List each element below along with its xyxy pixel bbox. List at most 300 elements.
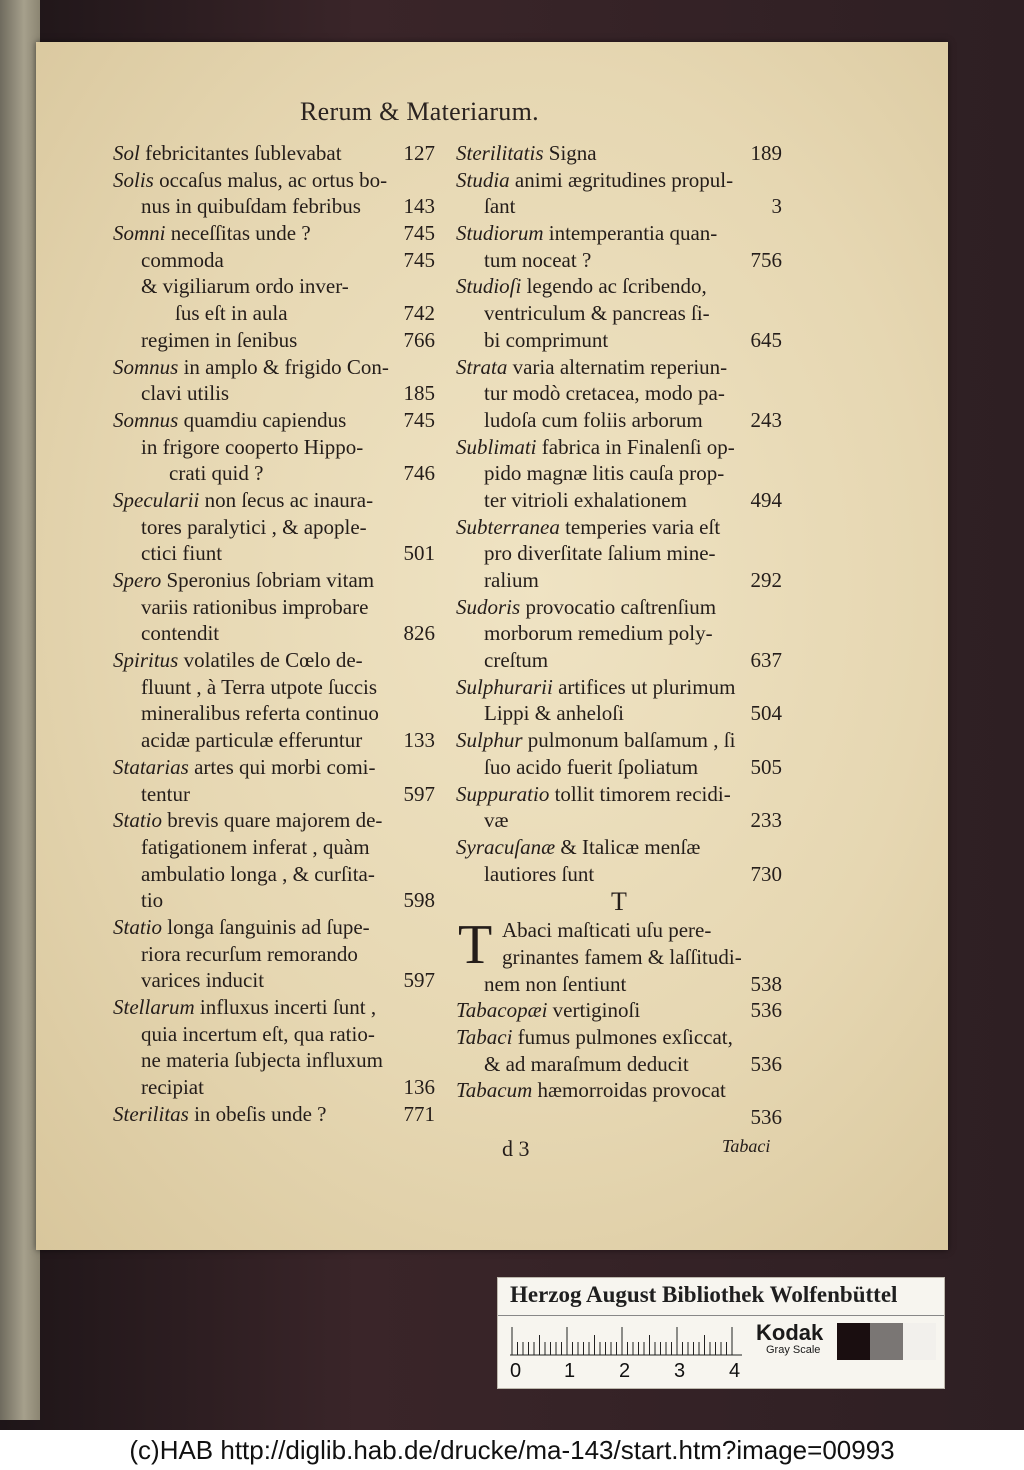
index-entry	[456, 567, 782, 594]
entry-text	[141, 594, 368, 621]
entry-body: Lippi & anheloſi	[484, 701, 624, 726]
index-entry	[456, 620, 782, 647]
index-entry	[456, 327, 782, 354]
entry-text	[484, 700, 624, 727]
entry-body: fabrica in Finalenſi op-	[536, 434, 735, 459]
index-entry	[113, 781, 435, 808]
page-number: 771	[403, 1101, 435, 1126]
entry-body: creſtum	[484, 648, 549, 673]
entry-text	[484, 540, 716, 567]
page-number: 637	[750, 648, 782, 673]
entry-headword: Syracuſanæ	[456, 834, 556, 859]
entry-headword: Specularii	[113, 487, 200, 512]
entry-body: væ	[484, 808, 509, 833]
entry-text	[141, 620, 219, 647]
gray-patch-mid	[870, 1323, 903, 1360]
entry-text	[484, 247, 591, 274]
entry-headword: Subterranea	[456, 514, 560, 539]
page-number: 133	[403, 728, 435, 753]
color-calibration-card	[497, 1277, 945, 1389]
index-entry	[113, 594, 435, 621]
entry-body: acidæ particulæ efferuntur	[141, 728, 363, 753]
index-entry	[456, 781, 782, 808]
signature-mark: d 3	[502, 1136, 530, 1161]
entry-text	[141, 1047, 383, 1074]
page-number: 766	[403, 327, 435, 352]
page-number: 745	[403, 247, 435, 272]
entry-body: animi ægritudines propul-	[509, 167, 734, 192]
entry-text	[456, 167, 733, 194]
index-entry	[456, 540, 782, 567]
index-entry	[456, 514, 782, 541]
entry-body: commoda	[141, 247, 224, 272]
index-entry	[456, 834, 782, 861]
entry-body: ter vitrioli exhalationem	[484, 487, 687, 512]
entry-text	[484, 807, 509, 834]
index-entry	[456, 460, 782, 487]
entry-text	[456, 727, 735, 754]
index-entry	[456, 1024, 782, 1051]
dropcap-block	[456, 914, 782, 977]
entry-body: ludoſa cum foliis arborum	[484, 407, 703, 432]
entry-text	[141, 193, 361, 220]
entry-body: neceſſitas unde ?	[165, 221, 311, 246]
entry-text	[141, 941, 358, 968]
entry-text	[113, 994, 376, 1021]
entry-headword: Statio	[113, 808, 163, 833]
library-name: Herzog August Bibliothek Wolfenbüttel	[510, 1282, 898, 1307]
entry-text	[141, 514, 367, 541]
index-entry	[456, 354, 782, 381]
gray-patch-black	[837, 1323, 870, 1360]
entry-text	[113, 914, 370, 941]
entry-body: Abaci maſticati uſu pere-	[502, 918, 712, 943]
index-entry	[456, 247, 782, 274]
entry-body: vertiginoſi	[547, 998, 641, 1023]
entry-body: crati quid ?	[169, 461, 264, 486]
page-number: 536	[750, 1051, 782, 1076]
page-number: 826	[403, 621, 435, 646]
entry-text	[141, 967, 264, 994]
index-entry	[456, 1051, 782, 1078]
index-entry	[113, 647, 435, 674]
gray-patch-white	[903, 1323, 936, 1360]
index-entry	[456, 1077, 782, 1104]
index-entry	[456, 700, 782, 727]
ruler-number: 1	[564, 1360, 576, 1382]
entry-headword: Tabaci	[456, 1025, 513, 1049]
entry-body: fumus pulmones exſiccat,	[512, 1025, 733, 1049]
entry-text	[175, 300, 288, 327]
entry-body: tum noceat ?	[484, 247, 592, 272]
page-number: 538	[750, 971, 782, 996]
entry-headword: Sudoris	[456, 594, 521, 619]
running-head: Rerum & Materiarum.	[300, 97, 539, 126]
entry-body: tollit timorem recidi-	[549, 781, 731, 806]
entry-body: tores paralytici , & apople-	[141, 514, 367, 539]
entry-body: provocatio caſtrenſium	[520, 594, 717, 619]
entry-text	[113, 167, 387, 194]
page-number: 745	[403, 221, 435, 246]
entry-headword: Sulphurarii	[456, 674, 553, 699]
entry-text	[113, 140, 342, 167]
page-number: 189	[750, 141, 782, 165]
entry-headword: Tabacum	[456, 1078, 533, 1103]
page-number: 598	[403, 888, 435, 913]
index-entry	[456, 727, 782, 754]
entry-body: longa ſanguinis ad ſupe-	[162, 914, 370, 939]
entry-headword: Studiorum	[456, 221, 544, 246]
entry-body: clavi utilis	[141, 381, 230, 406]
entry-body: in frigore cooperto Hippo-	[141, 434, 364, 459]
index-entry	[113, 834, 435, 861]
gray-scale-label: Gray Scale	[766, 1344, 821, 1356]
index-entry	[456, 220, 782, 247]
entry-body: ſuo acido fuerit ſpoliatum	[484, 754, 699, 779]
entry-body: ſant	[484, 194, 516, 219]
catchword: Tabaci	[722, 1136, 771, 1156]
page-number: 745	[403, 407, 435, 432]
page-number: 233	[750, 808, 782, 833]
entry-headword: Spero	[113, 568, 162, 592]
index-entry	[113, 300, 435, 327]
entry-text	[484, 193, 516, 220]
entry-text	[113, 487, 373, 514]
entry-headword: Somnus	[113, 354, 179, 379]
entry-headword: Strata	[456, 354, 508, 379]
entry-body: regimen in ſenibus	[141, 327, 298, 352]
entry-text	[502, 917, 711, 944]
index-entry	[113, 994, 435, 1021]
page-number: 597	[403, 968, 435, 993]
index-entry	[113, 727, 435, 754]
entry-headword: Statio	[113, 914, 163, 939]
entry-body: temperies varia eſt	[559, 514, 721, 539]
index-entry	[113, 620, 435, 647]
entry-body: ſus eſt in aula	[175, 301, 288, 326]
page-number: 536	[750, 998, 782, 1023]
entry-body: contendit	[141, 621, 220, 646]
entry-body: lautiores ſunt	[484, 861, 595, 886]
entry-body: Speronius ſobriam vitam	[161, 568, 375, 592]
page-number: 292	[750, 568, 782, 592]
entry-text	[484, 300, 710, 327]
entry-body: riora recurſum remorando	[141, 941, 358, 966]
entry-text	[484, 380, 725, 407]
entry-body: ne materia ſubjecta influxum	[141, 1048, 383, 1073]
entry-text	[113, 647, 363, 674]
entry-body: hæmorroidas provocat	[532, 1078, 726, 1103]
previous-page-edge	[0, 0, 40, 1420]
entry-text	[484, 861, 594, 888]
entry-body: mineralibus referta continuo	[141, 701, 379, 726]
page-number: 143	[403, 194, 435, 219]
section-letter: T	[611, 887, 627, 917]
index-entry	[113, 540, 435, 567]
entry-text	[456, 1077, 726, 1104]
page-number: 756	[750, 247, 782, 272]
entry-headword: Spiritus	[113, 648, 179, 673]
entry-headword: Sublimati	[456, 434, 537, 459]
index-entry	[113, 1047, 435, 1074]
index-entry	[113, 460, 435, 487]
entry-body: quamdiu capiendus	[178, 407, 347, 432]
entry-headword: Studia	[456, 167, 510, 192]
ruler-number: 4	[729, 1360, 741, 1382]
page-number: 742	[403, 301, 435, 326]
page-number: 746	[403, 461, 435, 486]
copyright-footer: (c)HAB http://diglib.hab.de/drucke/ma-143/start.htm?image=00993	[0, 1430, 1024, 1470]
entry-body: Signa	[543, 141, 597, 165]
index-entry	[113, 567, 435, 594]
index-entry	[456, 167, 782, 194]
entry-body: intemperantia quan-	[543, 221, 718, 246]
index-entry	[113, 167, 435, 194]
index-entry	[113, 941, 435, 968]
index-entry	[113, 514, 435, 541]
entry-text	[141, 434, 363, 461]
ruler-scale	[510, 1322, 742, 1356]
entry-headword: Sterilitas	[113, 1101, 189, 1126]
index-entry	[113, 674, 435, 701]
page-number: 185	[403, 381, 435, 406]
index-entry	[456, 273, 782, 300]
entry-headword: Somni	[113, 221, 166, 246]
index-entry	[113, 807, 435, 834]
entry-text	[113, 807, 382, 834]
index-entry	[113, 247, 435, 274]
entry-text	[484, 407, 703, 434]
entry-text	[113, 1101, 326, 1128]
entry-body: influxus incerti ſunt ,	[194, 995, 377, 1019]
entry-text	[113, 754, 375, 781]
entry-text	[141, 540, 222, 567]
entry-body: fatigationem inferat , quàm	[141, 834, 370, 859]
index-entry	[456, 944, 782, 971]
entry-body: tentur	[141, 781, 190, 806]
page-number: 505	[750, 754, 782, 779]
entry-body: pro diverſitate ſalium mine-	[484, 541, 716, 566]
ruler-number: 3	[674, 1360, 686, 1382]
entry-text	[456, 140, 597, 167]
entry-text	[141, 834, 370, 861]
entry-body: volatiles de Cœlo de-	[178, 648, 363, 673]
entry-text	[456, 781, 731, 808]
index-entry	[113, 140, 435, 167]
entry-headword: Sulphur	[456, 728, 523, 753]
entry-text	[113, 220, 311, 247]
index-entry	[113, 754, 435, 781]
index-entry	[456, 434, 782, 461]
index-entry	[456, 594, 782, 621]
index-entry	[113, 861, 435, 888]
entry-text	[502, 944, 742, 971]
entry-text	[456, 220, 717, 247]
page-number: 243	[750, 407, 782, 432]
entry-body: & ad maraſmum deducit	[484, 1051, 689, 1076]
entry-body: varices inducit	[141, 968, 265, 993]
entry-text	[113, 407, 346, 434]
entry-headword: Studioſi	[456, 274, 522, 299]
entry-text	[141, 861, 375, 888]
kodak-logo: Kodak	[756, 1320, 824, 1345]
index-entry	[456, 917, 782, 944]
entry-text	[456, 834, 700, 861]
entry-text	[484, 971, 626, 998]
entry-text	[113, 567, 374, 594]
entry-text	[169, 460, 263, 487]
page-number: 127	[403, 141, 435, 165]
index-entry	[113, 434, 435, 461]
entry-text	[484, 460, 724, 487]
page-number: 536	[750, 1105, 782, 1130]
entry-body: bi comprimunt	[484, 327, 609, 352]
index-entry	[456, 193, 782, 220]
entry-body: & vigiliarum ordo inver-	[141, 274, 349, 299]
index-entry	[456, 1104, 782, 1131]
entry-headword: Tabacopæi	[456, 998, 548, 1023]
ruler-number: 0	[510, 1360, 522, 1382]
entry-body: ctici fiunt	[141, 541, 223, 566]
entry-text	[141, 273, 349, 300]
entry-body: non ſecus ac inaura-	[199, 487, 374, 512]
entry-text	[484, 620, 713, 647]
entry-body: tio	[141, 888, 164, 913]
entry-body: varia alternatim reperiun-	[507, 354, 728, 379]
drop-capital: T	[458, 914, 493, 977]
index-entry	[113, 380, 435, 407]
entry-body: brevis quare majorem de-	[162, 808, 383, 833]
page-number: 504	[750, 701, 782, 726]
entry-body: recipiat	[141, 1075, 204, 1100]
index-entry	[113, 1074, 435, 1101]
index-entry	[456, 407, 782, 434]
index-column-right	[456, 140, 782, 1131]
entry-body: in amplo & frigido Con-	[178, 354, 389, 379]
entry-body: morborum remedium poly-	[484, 621, 713, 646]
entry-body: legendo ac ſcribendo,	[521, 274, 707, 299]
entry-text	[456, 594, 716, 621]
entry-headword: Sol	[113, 141, 140, 165]
entry-text	[456, 354, 727, 381]
entry-body: & Italicæ menſæ	[555, 834, 701, 859]
index-entry	[456, 647, 782, 674]
entry-body: grinantes famem & laſſitudi-	[502, 944, 742, 969]
index-entry	[456, 300, 782, 327]
entry-text	[141, 700, 379, 727]
page-number: 136	[403, 1075, 435, 1100]
entry-text	[141, 327, 297, 354]
index-entry	[456, 380, 782, 407]
index-entry	[113, 700, 435, 727]
entry-text	[484, 754, 698, 781]
entry-text	[141, 887, 163, 914]
index-entry	[113, 354, 435, 381]
entry-text	[456, 1024, 733, 1051]
page-number: 3	[771, 194, 782, 219]
index-entry	[113, 407, 435, 434]
card-divider	[498, 1315, 944, 1316]
ruler-number: 2	[619, 1360, 631, 1382]
entry-text	[484, 567, 539, 594]
index-entry	[456, 674, 782, 701]
page-number: 501	[403, 541, 435, 566]
entry-headword: Suppuratio	[456, 781, 550, 806]
entry-text	[456, 273, 707, 300]
entry-text	[141, 727, 362, 754]
entry-text	[141, 781, 190, 808]
entry-text	[141, 674, 377, 701]
entry-headword: Somnus	[113, 407, 179, 432]
entry-headword: Stellarum	[113, 995, 195, 1019]
entry-body: ambulatio longa , & curſita-	[141, 861, 375, 886]
entry-body: ventriculum & pancreas ſi-	[484, 301, 710, 326]
entry-text	[141, 1074, 204, 1101]
entry-text	[141, 1021, 375, 1048]
entry-text	[456, 434, 735, 461]
page-number: 645	[750, 327, 782, 352]
entry-body: nem non ſentiunt	[484, 971, 627, 996]
entry-body: fluunt , à Terra utpote ſuccis	[141, 674, 378, 699]
index-entry	[456, 997, 782, 1024]
index-entry	[456, 140, 782, 167]
entry-body: tur modò cretacea, modo pa-	[484, 381, 725, 406]
entry-text	[456, 674, 735, 701]
index-entry	[456, 861, 782, 888]
index-entry	[113, 273, 435, 300]
entry-text	[141, 380, 229, 407]
entry-text	[141, 247, 224, 274]
index-column-left	[113, 140, 435, 1127]
entry-body: quia incertum eſt, qua ratio-	[141, 1021, 375, 1046]
entry-body: in obeſis unde ?	[188, 1101, 327, 1126]
entry-body: artes qui morbi comi-	[188, 754, 376, 779]
entry-body: nus in quibuſdam febribus	[141, 194, 361, 219]
entry-body: febricitantes ſublevabat	[139, 141, 342, 165]
entry-text	[484, 647, 548, 674]
entry-text	[456, 997, 640, 1024]
entry-body: ralium	[484, 568, 539, 592]
entry-text	[484, 1051, 689, 1078]
entry-body: pulmonum balſamum , ſi	[522, 728, 736, 753]
index-entry	[113, 967, 435, 994]
index-entry	[113, 1021, 435, 1048]
index-entry	[113, 193, 435, 220]
entry-headword: Sterilitatis	[456, 141, 544, 165]
index-entry	[456, 487, 782, 514]
entry-body: occaſus malus, ac ortus bo-	[153, 167, 388, 192]
page-number: 597	[403, 781, 435, 806]
index-entry	[456, 807, 782, 834]
entry-body: variis rationibus improbare	[141, 594, 369, 619]
page-number: 494	[750, 487, 782, 512]
index-entry	[113, 487, 435, 514]
entry-text	[113, 354, 389, 381]
entry-text	[484, 487, 687, 514]
index-entry	[113, 1101, 435, 1128]
entry-body: artifices ut plurimum	[552, 674, 736, 699]
index-entry	[113, 914, 435, 941]
index-entry	[113, 327, 435, 354]
entry-headword: Statarias	[113, 754, 189, 779]
entry-headword: Solis	[113, 167, 154, 192]
entry-text	[484, 327, 608, 354]
page-number: 730	[750, 861, 782, 886]
entry-text	[456, 514, 720, 541]
index-entry	[456, 754, 782, 781]
entry-body: pido magnæ litis cauſa prop-	[484, 461, 725, 486]
index-entry	[113, 220, 435, 247]
